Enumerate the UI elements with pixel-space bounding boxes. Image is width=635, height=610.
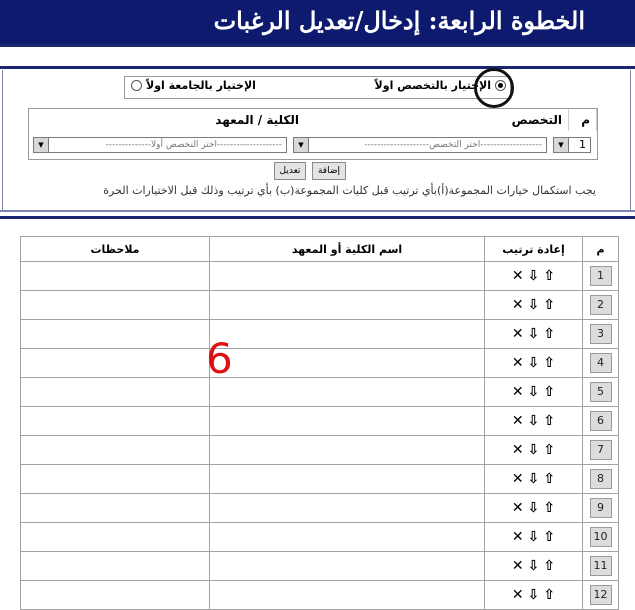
college-name-cell xyxy=(210,581,485,610)
panel-bottom-border xyxy=(0,210,635,212)
arrow-up-icon[interactable]: ⇧ xyxy=(543,529,556,545)
table-row xyxy=(21,320,619,349)
arrow-down-icon[interactable]: ⇩ xyxy=(527,442,540,458)
table-body xyxy=(21,262,619,610)
table-header-row xyxy=(21,237,619,262)
rank-button[interactable]: 4 xyxy=(590,353,612,373)
arrow-down-icon[interactable]: ⇩ xyxy=(527,384,540,400)
notes-cell xyxy=(21,291,210,320)
rank-cell xyxy=(583,494,619,523)
table-row xyxy=(21,262,619,291)
notes-cell xyxy=(21,552,210,581)
col-specialty-header: التخصص xyxy=(305,109,569,131)
rank-cell xyxy=(583,436,619,465)
arrow-down-icon[interactable]: ⇩ xyxy=(527,355,540,371)
table-row xyxy=(21,552,619,581)
table-row xyxy=(21,378,619,407)
col-m-header: م xyxy=(569,109,597,131)
chevron-down-icon: ▼ xyxy=(294,138,309,152)
rank-cell xyxy=(583,262,619,291)
delete-icon[interactable]: ✕ xyxy=(511,413,524,429)
page-header xyxy=(0,0,635,44)
delete-icon[interactable]: ✕ xyxy=(511,268,524,284)
preferences-table xyxy=(20,236,619,610)
highlight-circle xyxy=(474,68,514,108)
rank-cell xyxy=(583,291,619,320)
radio-button[interactable] xyxy=(131,80,142,91)
radio-university-first[interactable] xyxy=(131,79,256,92)
table-row xyxy=(21,581,619,610)
arrow-down-icon[interactable]: ⇩ xyxy=(527,297,540,313)
delete-icon[interactable]: ✕ xyxy=(511,471,524,487)
rank-cell xyxy=(583,349,619,378)
panel-top-border xyxy=(0,66,635,69)
arrow-up-icon[interactable]: ⇧ xyxy=(543,355,556,371)
arrow-down-icon[interactable]: ⇩ xyxy=(527,413,540,429)
chevron-down-icon: ▼ xyxy=(554,138,569,152)
arrow-down-icon[interactable]: ⇩ xyxy=(527,471,540,487)
arrow-up-icon[interactable]: ⇧ xyxy=(543,384,556,400)
rank-cell xyxy=(583,552,619,581)
arrow-up-icon[interactable]: ⇧ xyxy=(543,500,556,516)
col-notes-header: ملاحظات xyxy=(21,237,210,262)
reorder-cell xyxy=(485,262,583,291)
delete-icon[interactable]: ✕ xyxy=(511,297,524,313)
table-row xyxy=(21,465,619,494)
notes-cell xyxy=(21,494,210,523)
specialty-select[interactable] xyxy=(293,137,547,153)
add-button[interactable]: إضافة xyxy=(312,162,346,180)
table-row xyxy=(21,523,619,552)
arrow-down-icon[interactable]: ⇩ xyxy=(527,268,540,284)
table-row xyxy=(21,291,619,320)
college-name-cell xyxy=(210,523,485,552)
reorder-cell xyxy=(485,320,583,349)
arrow-up-icon[interactable]: ⇧ xyxy=(543,471,556,487)
rank-cell xyxy=(583,581,619,610)
arrow-down-icon[interactable]: ⇩ xyxy=(527,558,540,574)
college-name-cell xyxy=(210,320,485,349)
rank-button[interactable]: 7 xyxy=(590,440,612,460)
rank-button[interactable]: 10 xyxy=(590,527,612,547)
rank-button[interactable]: 11 xyxy=(590,556,612,576)
table-row xyxy=(21,436,619,465)
delete-icon[interactable]: ✕ xyxy=(511,587,524,603)
reorder-cell xyxy=(485,581,583,610)
reorder-cell xyxy=(485,494,583,523)
college-name-cell xyxy=(210,262,485,291)
radio-specialty-label: الإختيار بالتخصص اولاً xyxy=(374,79,491,92)
rank-button[interactable]: 9 xyxy=(590,498,612,518)
arrow-up-icon[interactable]: ⇧ xyxy=(543,268,556,284)
preference-entry-form xyxy=(28,108,598,160)
table-row xyxy=(21,494,619,523)
rank-value: 1 xyxy=(579,138,586,151)
delete-icon[interactable]: ✕ xyxy=(511,442,524,458)
arrow-up-icon[interactable]: ⇧ xyxy=(543,297,556,313)
header-divider xyxy=(0,44,635,47)
arrow-up-icon[interactable]: ⇧ xyxy=(543,326,556,342)
radio-university-label: الإختيار بالجامعة اولاً xyxy=(146,79,256,92)
college-name-cell xyxy=(210,436,485,465)
rank-cell xyxy=(583,378,619,407)
notes-cell xyxy=(21,465,210,494)
reorder-cell xyxy=(485,523,583,552)
chevron-down-icon: ▼ xyxy=(34,138,49,152)
edit-button[interactable]: تعديل xyxy=(274,162,306,180)
rank-button[interactable]: 6 xyxy=(590,411,612,431)
delete-icon[interactable]: ✕ xyxy=(511,355,524,371)
arrow-down-icon[interactable]: ⇩ xyxy=(527,529,540,545)
college-select[interactable] xyxy=(33,137,287,153)
notes-cell xyxy=(21,523,210,552)
college-placeholder: --------------------اختر التخصص أولا-------------- xyxy=(105,140,282,150)
notes-cell xyxy=(21,407,210,436)
table-row xyxy=(21,349,619,378)
rank-cell xyxy=(583,465,619,494)
notes-cell xyxy=(21,262,210,291)
reorder-cell xyxy=(485,407,583,436)
rank-button[interactable]: 3 xyxy=(590,324,612,344)
rank-button[interactable]: 5 xyxy=(590,382,612,402)
delete-icon[interactable]: ✕ xyxy=(511,384,524,400)
notes-cell xyxy=(21,378,210,407)
reorder-cell xyxy=(485,378,583,407)
rank-button[interactable]: 1 xyxy=(590,266,612,286)
arrow-up-icon[interactable]: ⇧ xyxy=(543,413,556,429)
college-name-cell xyxy=(210,291,485,320)
rank-button[interactable]: 2 xyxy=(590,295,612,315)
notes-cell xyxy=(21,581,210,610)
rank-button[interactable]: 8 xyxy=(590,469,612,489)
college-name-cell xyxy=(210,349,485,378)
college-name-cell xyxy=(210,407,485,436)
selection-mode-group xyxy=(124,76,511,99)
table-row xyxy=(21,407,619,436)
col-college-header: الكلية / المعهد xyxy=(215,113,299,127)
college-name-cell xyxy=(210,494,485,523)
arrow-down-icon[interactable]: ⇩ xyxy=(527,587,540,603)
reorder-cell xyxy=(485,349,583,378)
arrow-up-icon[interactable]: ⇧ xyxy=(543,442,556,458)
delete-icon[interactable]: ✕ xyxy=(511,326,524,342)
notes-cell xyxy=(21,349,210,378)
instruction-note: يجب استكمال خيارات المجموعة(أ)بأي ترتيب قبل كليات المجموعة(ب) بأي ترتيب وذلك قبل الاختيارات الحرة xyxy=(103,184,596,197)
rank-cell xyxy=(583,523,619,552)
notes-cell xyxy=(21,320,210,349)
reorder-cell xyxy=(485,552,583,581)
arrow-up-icon[interactable]: ⇧ xyxy=(543,558,556,574)
annotation-label: 6 xyxy=(206,334,233,383)
college-name-cell xyxy=(210,465,485,494)
rank-cell xyxy=(583,320,619,349)
col-reorder-header: إعادة ترتيب xyxy=(485,237,583,262)
delete-icon[interactable]: ✕ xyxy=(511,558,524,574)
arrow-down-icon[interactable]: ⇩ xyxy=(527,326,540,342)
page-title: الخطوة الرابعة: إدخال/تعديل الرغبات xyxy=(213,6,585,35)
rank-select[interactable] xyxy=(553,137,591,153)
reorder-cell xyxy=(485,465,583,494)
college-name-cell xyxy=(210,378,485,407)
reorder-cell xyxy=(485,436,583,465)
arrow-down-icon[interactable]: ⇩ xyxy=(527,500,540,516)
college-name-cell xyxy=(210,552,485,581)
delete-icon[interactable]: ✕ xyxy=(511,529,524,545)
reorder-cell xyxy=(485,291,583,320)
col-m-header: م xyxy=(583,237,619,262)
rank-cell xyxy=(583,407,619,436)
specialty-placeholder: -------------------اختر التخصص-------------------- xyxy=(364,140,542,150)
arrow-up-icon[interactable]: ⇧ xyxy=(543,587,556,603)
col-name-header: اسم الكلية أو المعهد xyxy=(210,237,485,262)
section-divider xyxy=(0,216,635,219)
delete-icon[interactable]: ✕ xyxy=(511,500,524,516)
notes-cell xyxy=(21,436,210,465)
rank-button[interactable]: 12 xyxy=(590,585,612,605)
